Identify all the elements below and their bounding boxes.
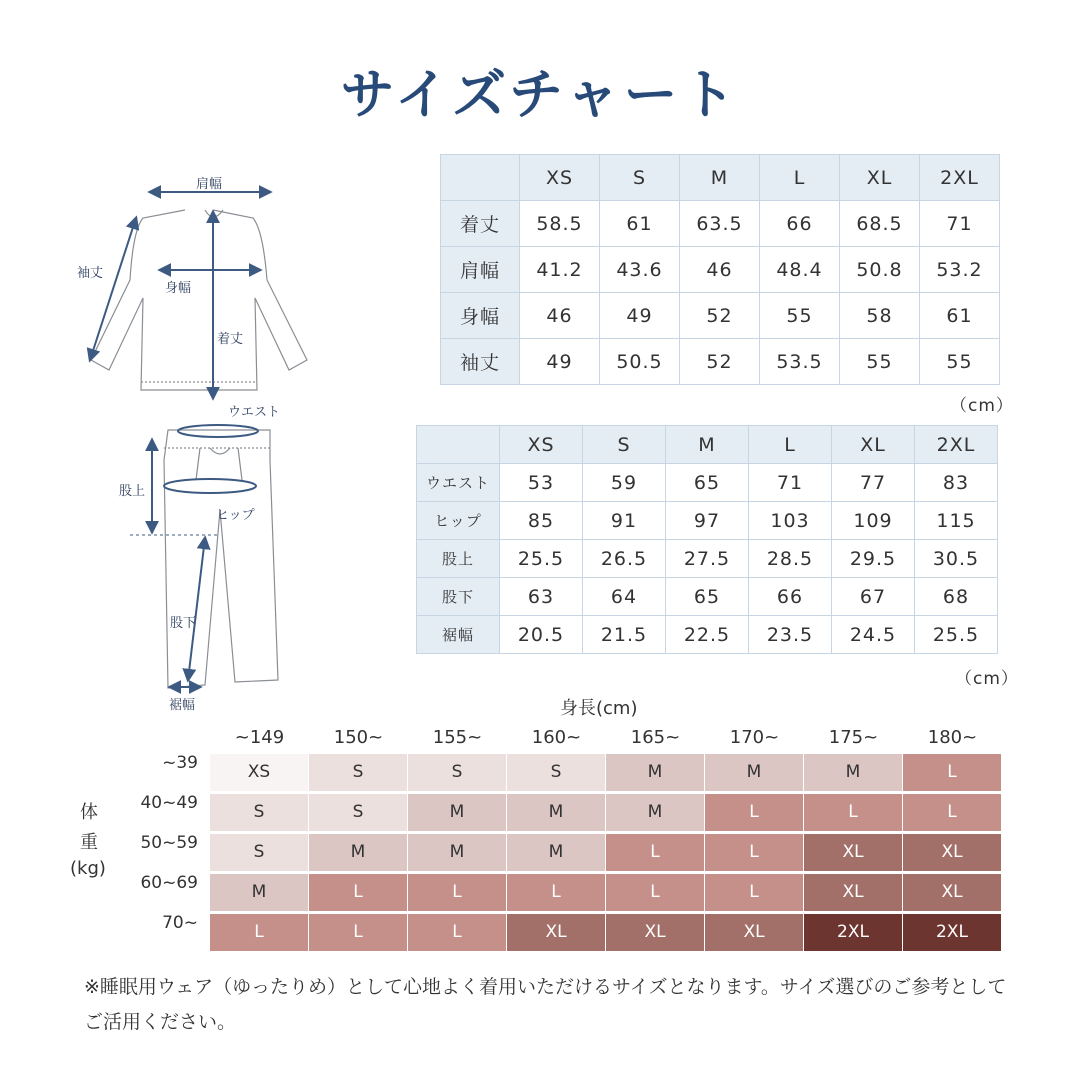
- corner-cell: [417, 426, 500, 464]
- size-cell: L: [309, 914, 407, 951]
- size-header: S: [600, 155, 680, 201]
- table-cell: 52: [680, 293, 760, 339]
- table-cell: 77: [832, 464, 915, 502]
- table-row: [417, 616, 998, 654]
- table-row: [417, 502, 998, 540]
- label-hip: ヒップ: [216, 508, 255, 523]
- top-size-table: [440, 154, 1000, 385]
- table-cell: 103: [749, 502, 832, 540]
- size-header: M: [680, 155, 760, 201]
- size-header: 2XL: [915, 426, 998, 464]
- size-cell: XL: [705, 914, 803, 951]
- size-cell: XL: [903, 834, 1001, 871]
- size-cell: M: [705, 754, 803, 791]
- size-cell: L: [705, 874, 803, 911]
- table-cell: 65: [666, 578, 749, 616]
- size-cell: L: [210, 914, 308, 951]
- size-cell: XL: [903, 874, 1001, 911]
- height-header: 180~: [927, 727, 978, 748]
- table-row: [417, 540, 998, 578]
- row-label: 股下: [417, 578, 500, 616]
- table-cell: 61: [600, 201, 680, 247]
- table-cell: 66: [749, 578, 832, 616]
- table-cell: 55: [840, 339, 920, 385]
- label-length: 着丈: [217, 332, 244, 347]
- table-cell: 53.5: [760, 339, 840, 385]
- table-cell: 25.5: [915, 616, 998, 654]
- table-cell: 65: [666, 464, 749, 502]
- table-cell: 59: [583, 464, 666, 502]
- table-row: [441, 247, 1000, 293]
- weight-axis-label-1: 体: [80, 802, 98, 823]
- table-cell: 48.4: [760, 247, 840, 293]
- table-cell: 68.5: [840, 201, 920, 247]
- size-header: XL: [840, 155, 920, 201]
- table-cell: 83: [915, 464, 998, 502]
- table-cell: 63: [500, 578, 583, 616]
- table-cell: 63.5: [680, 201, 760, 247]
- size-cell: M: [507, 794, 605, 831]
- label-hem: 裾幅: [169, 698, 196, 713]
- label-chest: 身幅: [165, 281, 192, 296]
- weight-header: 50~59: [140, 833, 198, 853]
- size-cell: L: [606, 874, 704, 911]
- size-header: L: [749, 426, 832, 464]
- table-cell: 71: [749, 464, 832, 502]
- row-label: 肩幅: [441, 247, 520, 293]
- table-cell: 53: [500, 464, 583, 502]
- size-cell: M: [408, 794, 506, 831]
- table-cell: 20.5: [500, 616, 583, 654]
- size-cell: L: [705, 794, 803, 831]
- size-cell: S: [210, 834, 308, 871]
- usage-note: [84, 970, 1014, 1040]
- row-label: 裾幅: [417, 616, 500, 654]
- table-cell: 41.2: [520, 247, 600, 293]
- table-cell: 52: [680, 339, 760, 385]
- size-cell: XL: [507, 914, 605, 951]
- size-cell: L: [903, 794, 1001, 831]
- table-header-row: [417, 426, 998, 464]
- label-rise: 股上: [119, 484, 146, 499]
- row-label: 身幅: [441, 293, 520, 339]
- size-cell: XL: [804, 834, 902, 871]
- size-cell: M: [210, 874, 308, 911]
- table-row: [441, 201, 1000, 247]
- table-cell: 53.2: [920, 247, 1000, 293]
- usage-note-line: ※睡眠用ウェア（ゆったりめ）として心地よく着用いただけるサイズとなります。サイズ選びのご参考として: [84, 976, 1007, 998]
- table-cell: 85: [500, 502, 583, 540]
- label-sleeve: 袖丈: [77, 266, 104, 281]
- table-cell: 55: [920, 339, 1000, 385]
- size-header: M: [666, 426, 749, 464]
- size-cell: L: [804, 794, 902, 831]
- height-header: 155~: [432, 727, 483, 748]
- top-table-unit: （cm）: [950, 396, 1014, 416]
- table-cell: 30.5: [915, 540, 998, 578]
- size-header: XS: [520, 155, 600, 201]
- weight-header: 70~: [162, 913, 198, 933]
- size-cell: M: [606, 794, 704, 831]
- table-cell: 91: [583, 502, 666, 540]
- size-cell: L: [408, 874, 506, 911]
- table-cell: 61: [920, 293, 1000, 339]
- table-cell: 50.8: [840, 247, 920, 293]
- table-cell: 67: [832, 578, 915, 616]
- size-header: XL: [832, 426, 915, 464]
- size-cell: XS: [210, 754, 308, 791]
- height-header: 165~: [630, 727, 681, 748]
- table-row: [417, 578, 998, 616]
- size-header: XS: [500, 426, 583, 464]
- size-cell: M: [804, 754, 902, 791]
- table-cell: 22.5: [666, 616, 749, 654]
- size-cell: M: [408, 834, 506, 871]
- row-label: 袖丈: [441, 339, 520, 385]
- size-cell: L: [309, 874, 407, 911]
- row-label: 着丈: [441, 201, 520, 247]
- table-cell: 27.5: [666, 540, 749, 578]
- size-cell: L: [507, 874, 605, 911]
- row-label: ウエスト: [417, 464, 500, 502]
- height-header: 160~: [531, 727, 582, 748]
- table-row: [417, 464, 998, 502]
- size-cell: L: [903, 754, 1001, 791]
- table-cell: 109: [832, 502, 915, 540]
- weight-header: 40~49: [140, 793, 198, 813]
- label-inseam: 股下: [170, 616, 197, 631]
- row-label: 股上: [417, 540, 500, 578]
- label-shoulder: 肩幅: [196, 177, 223, 192]
- usage-note-line: ご活用ください。: [84, 1011, 237, 1033]
- height-header: 170~: [729, 727, 780, 748]
- table-cell: 50.5: [600, 339, 680, 385]
- height-header: ~149: [234, 727, 285, 748]
- size-cell: XL: [606, 914, 704, 951]
- table-cell: 26.5: [583, 540, 666, 578]
- height-axis-label: 身長(cm): [560, 698, 638, 719]
- table-cell: 25.5: [500, 540, 583, 578]
- table-cell: 49: [600, 293, 680, 339]
- size-cell: L: [606, 834, 704, 871]
- pants-outline: [164, 430, 278, 688]
- table-cell: 55: [760, 293, 840, 339]
- table-cell: 66: [760, 201, 840, 247]
- table-cell: 43.6: [600, 247, 680, 293]
- size-cell: S: [309, 794, 407, 831]
- table-cell: 49: [520, 339, 600, 385]
- table-cell: 71: [920, 201, 1000, 247]
- size-header: S: [583, 426, 666, 464]
- size-cell: 2XL: [903, 914, 1001, 951]
- table-row: [441, 339, 1000, 385]
- row-label: ヒップ: [417, 502, 500, 540]
- size-cell: S: [507, 754, 605, 791]
- size-cell: 2XL: [804, 914, 902, 951]
- size-cell: L: [408, 914, 506, 951]
- bottom-size-table: [416, 425, 998, 654]
- table-cell: 24.5: [832, 616, 915, 654]
- size-cell: S: [408, 754, 506, 791]
- height-header: 175~: [828, 727, 879, 748]
- size-cell: M: [606, 754, 704, 791]
- table-cell: 29.5: [832, 540, 915, 578]
- weight-header: 60~69: [140, 873, 198, 893]
- size-header: L: [760, 155, 840, 201]
- table-cell: 58.5: [520, 201, 600, 247]
- table-cell: 64: [583, 578, 666, 616]
- garment-diagram: [60, 160, 310, 720]
- table-cell: 23.5: [749, 616, 832, 654]
- size-cell: XL: [804, 874, 902, 911]
- table-cell: 28.5: [749, 540, 832, 578]
- table-cell: 46: [520, 293, 600, 339]
- height-header: 150~: [333, 727, 384, 748]
- shirt-outline: [91, 210, 307, 390]
- size-cell: S: [309, 754, 407, 791]
- weight-axis-label-3: (kg): [70, 858, 106, 879]
- label-waist: ウエスト: [228, 405, 281, 420]
- size-cell: M: [309, 834, 407, 871]
- size-cell: L: [705, 834, 803, 871]
- size-header: 2XL: [920, 155, 1000, 201]
- table-cell: 58: [840, 293, 920, 339]
- bottom-table-unit: （cm）: [955, 669, 1019, 689]
- table-cell: 46: [680, 247, 760, 293]
- table-cell: 115: [915, 502, 998, 540]
- page-title: サイズチャート: [340, 63, 740, 126]
- weight-header: ~39: [162, 753, 198, 773]
- size-cell: S: [210, 794, 308, 831]
- table-cell: 97: [666, 502, 749, 540]
- table-header-row: [441, 155, 1000, 201]
- weight-axis-label-2: 重: [80, 832, 98, 853]
- table-cell: 68: [915, 578, 998, 616]
- size-cell: M: [507, 834, 605, 871]
- table-cell: 21.5: [583, 616, 666, 654]
- table-row: [441, 293, 1000, 339]
- corner-cell: [441, 155, 520, 201]
